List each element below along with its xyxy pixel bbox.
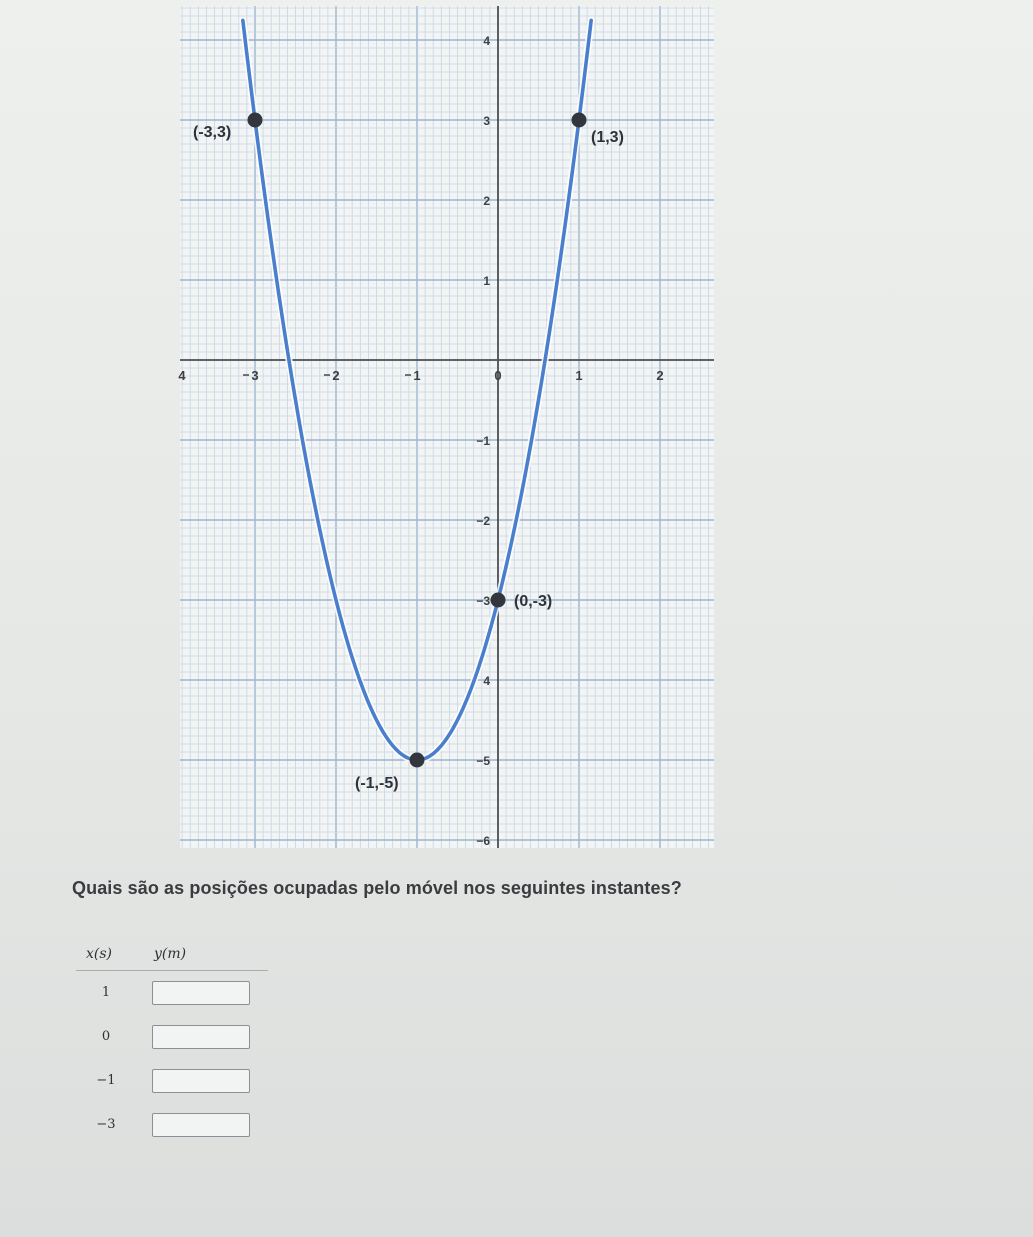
point-label: (-3,3)	[193, 124, 232, 141]
x-tick-label: 1	[413, 368, 421, 383]
x-tick-label: 2	[332, 368, 340, 383]
y-tick-label: −1	[476, 434, 490, 448]
time-value: 0	[101, 1029, 111, 1044]
data-point	[410, 753, 425, 768]
table-row	[76, 971, 268, 1015]
y-tick-label: 1	[483, 274, 490, 288]
point-label: (1,3)	[591, 129, 624, 146]
position-input[interactable]	[152, 981, 250, 1005]
y-tick-label: 3	[483, 114, 490, 128]
x-tick-label: 0	[494, 368, 502, 383]
x-tick-label: 1	[575, 368, 583, 383]
question-text: Quais são as posições ocupadas pelo móvel nos seguintes instantes?	[72, 878, 682, 898]
header-position: y(m)	[154, 946, 187, 962]
y-tick-label: −6	[476, 834, 490, 848]
y-tick-label: 2	[483, 194, 490, 208]
position-input[interactable]	[152, 1113, 250, 1137]
position-input[interactable]	[152, 1069, 250, 1093]
data-point	[248, 113, 263, 128]
grid	[180, 6, 714, 848]
x-tick-label: 4	[178, 368, 186, 383]
table-row	[76, 1059, 268, 1103]
data-point	[491, 593, 506, 608]
y-tick-label: 4	[483, 674, 490, 688]
table-row	[76, 1103, 268, 1147]
x-tick-label: 2	[656, 368, 664, 383]
point-label: (-1,-5)	[355, 775, 399, 792]
data-point	[572, 113, 587, 128]
position-input[interactable]	[152, 1025, 250, 1049]
table-row	[76, 1015, 268, 1059]
answer-table	[76, 940, 268, 1147]
table-header	[76, 940, 268, 971]
time-value: 1	[101, 985, 111, 1000]
time-value: −3	[96, 1117, 116, 1132]
y-tick-label: −2	[476, 514, 490, 528]
point-label: (0,-3)	[514, 593, 553, 610]
x-tick-label: 3	[251, 368, 259, 383]
time-value: −1	[96, 1073, 116, 1088]
y-tick-label: −5	[476, 754, 490, 768]
grid-background	[180, 6, 714, 848]
y-tick-label: −3	[476, 594, 490, 608]
header-time: x(s)	[86, 946, 113, 962]
y-tick-label: 4	[483, 34, 490, 48]
